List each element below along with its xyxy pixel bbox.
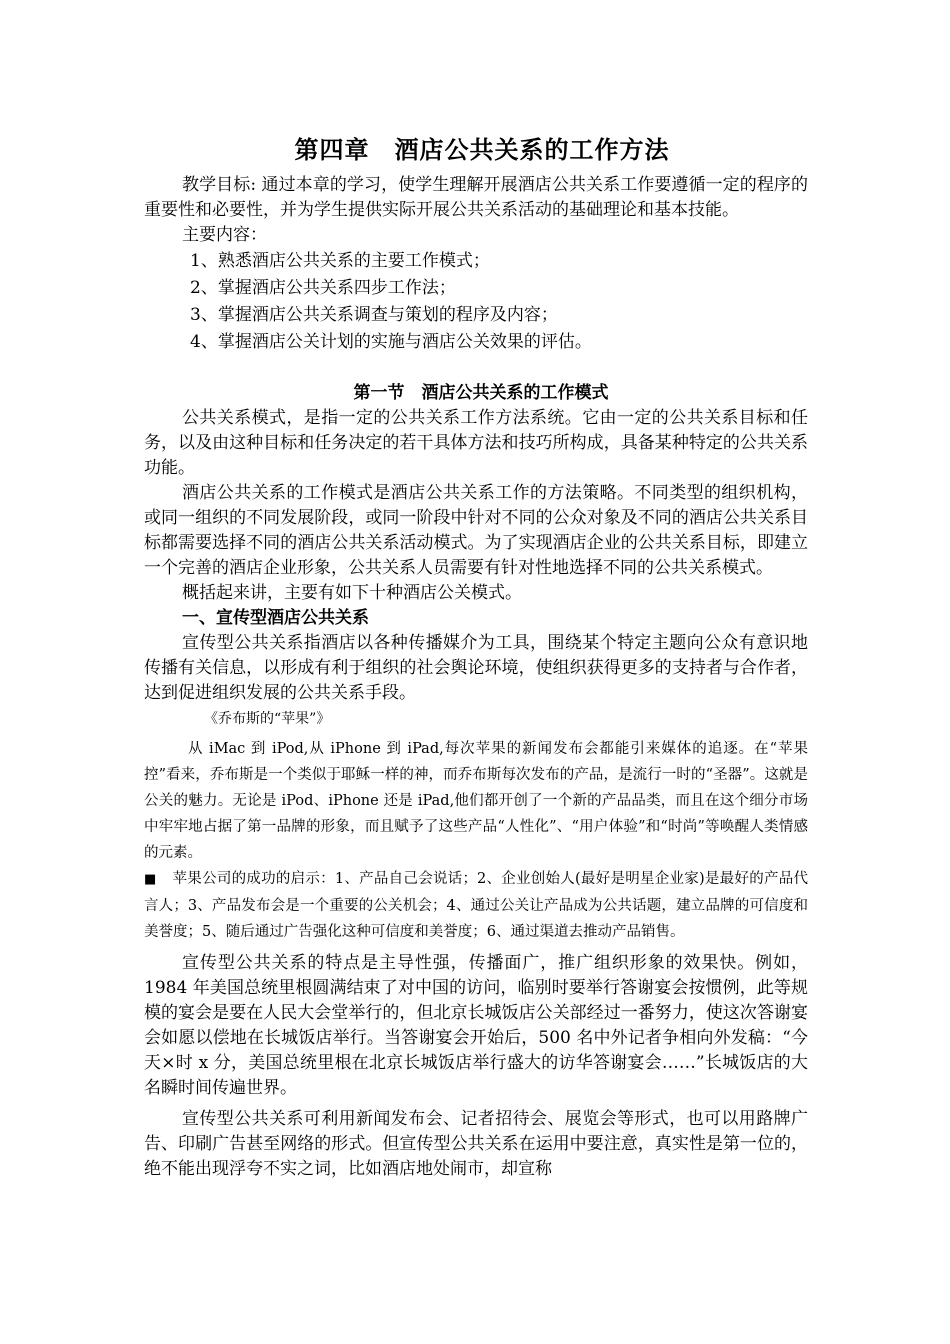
bullet-paragraph [144,866,808,945]
chapter-title: 第四章 酒店公共关系的工作方法 [294,135,670,164]
teaching-objective: 教学目标: 通过本章的学习，使学生理解开展酒店公共关系工作要遵循一定的程序的重要性和必要性，并为学生提供实际开展公共关系活动的基础理论和基本技能。 [144,175,808,220]
case-title: 《乔布斯的“苹果”》 [204,711,331,727]
list-item: 2、掌握酒店公共关系四步工作法； [190,278,456,298]
section-title: 第一节 酒店公共关系的工作模式 [353,383,609,403]
list-item: 3、掌握酒店公共关系调查与策划的程序及内容； [190,305,558,325]
paragraph: 公共关系模式，是指一定的公共关系工作方法系统。它由一定的公共关系目标和任务，以及由这种目标和任务决定的若干具体方法和技巧所构成，具备某种特定的公共关系功能。 [144,408,808,478]
paragraph: 概括起来讲，主要有如下十种酒店公关模式。 [182,583,522,603]
contents-label: 主要内容： [182,225,267,245]
square-bullet-icon: ■ [144,872,157,887]
paragraph: 酒店公共关系的工作模式是酒店公共关系工作的方法策略。不同类型的组织机构，或同一组织的不同发展阶段，或同一阶段中针对不同的公众对象及不同的酒店公共关系目标都需要选择不同的酒店公共关系活动模式。为了实现酒店企业的公共关系目标，即建立一个完善的酒店企业形象，公共关系人员需要有针对性地选择不同的公共关系模式。 [144,483,808,578]
contents-list [144,248,808,356]
paragraph: 宣传型公共关系的特点是主导性强，传播面广，推广组织形象的效果快。例如，1984 年美国总统里根圆满结束了对中国的访问，临别时要举行答谢宴会按惯例，此等规模的宴会是要在人民大会堂举行的，但北京长城饭店公关部经过一番努力，使这次答谢宴会如愿以偿地在长城饭店举行。当答谢宴会开始后，500 名中外记者争相向外发稿：“今天×时 x 分，美国总统里根在北京长城饭店举行盛大的访华答谢宴会……”长城饭店的大名瞬时间传遍世界。 [144,953,808,1098]
document-page [144,130,808,1182]
subsection-title: 一、宣传型酒店公共关系 [182,608,369,628]
bullet-text: 苹果公司的成功的启示：1、产品自己会说话；2、企业创始人(最好是明星企业家)是最好的产品代言人；3、产品发布会是一个重要的公关机会；4、通过公关让产品成为公共话题，建立品牌的可信度和美誉度；5、随后通过广告强化这种可信度和美誉度；6、通过渠道去推动产品销售。 [144,871,808,940]
case-text: 从 iMac 到 iPod,从 iPhone 到 iPad,每次苹果的新闻发布会都能引来媒体的追逐。在“苹果控”看来，乔布斯是一个类似于耶稣一样的神，而乔布斯每次发布的产品，是流行一时的“圣器”。这就是公关的魅力。无论是 iPod、iPhone 还是 iPad,他们都开创了一个新的产品品类，而且在这个细分市场中牢牢地占据了第一品牌的形象，而且赋予了这些产品“人性化”、“用户体验”和“时尚”等唤醒人类情感的元素。 [144,741,808,861]
list-item: 1、熟悉酒店公共关系的主要工作模式； [190,251,490,271]
paragraph: 宣传型公共关系可利用新闻发布会、记者招待会、展览会等形式，也可以用路牌广告、印刷广告甚至网络的形式。但宣传型公共关系在运用中要注意，真实性是第一位的，绝不能出现浮夸不实之词，比如酒店地处闹市，却宣称 [144,1109,808,1179]
paragraph: 宣传型公共关系指酒店以各种传播媒介为工具，围绕某个特定主题向公众有意识地传播有关信息，以形成有利于组织的社会舆论环境，使组织获得更多的支持者与合作者，达到促进组织发展的公共关系手段。 [144,633,808,703]
list-item: 4、掌握酒店公关计划的实施与酒店公关效果的评估。 [190,332,592,352]
